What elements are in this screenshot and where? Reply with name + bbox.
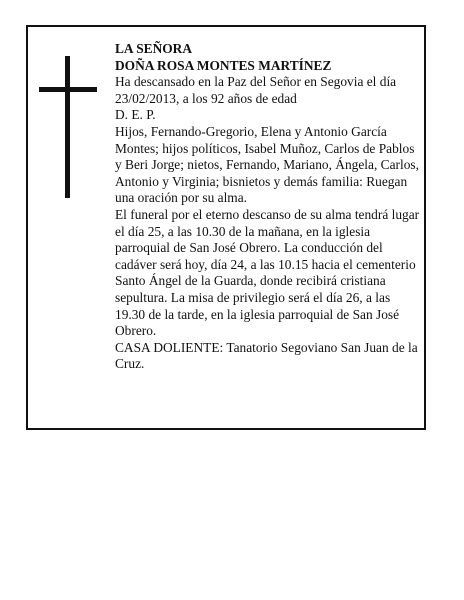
death-statement: Ha descansado en la Paz del Señor en Segovia el día 23/02/2013, a los 92 años de edad <box>115 74 397 106</box>
deceased-name: DOÑA ROSA MONTES MARTÍNEZ <box>115 57 332 73</box>
casa-doliente: CASA DOLIENTE: Tanatorio Segoviano San Juan de la Cruz. <box>115 339 418 372</box>
cross-horizontal-bar <box>39 87 97 92</box>
cross-icon <box>39 56 97 198</box>
funeral-paragraph: El funeral por el eterno descanso de su alma tendrá lugar el día 25, a las 10.30 de la mañana, en la iglesia parroquial de San José Obrero. La conducción del cadáver será hoy, día 24, a las 10.15 hacia el cementerio Santo Ángel de la Guarda, donde recibirá cristiana sepultura. La misa de privilegio será el día 26, a las 19.30 de la tarde, en la iglesia parroquial de San José Obrero. <box>115 206 420 339</box>
notice-heading: LA SEÑORA <box>115 41 193 56</box>
notice-text <box>115 41 421 373</box>
family-paragraph: Hijos, Fernando-Gregorio, Elena y Antonio García Montes; hijos políticos, Isabel Muñoz, Carlos de Pablos y Beri Jorge; nietos, Fernando, Mariano, Ángela, Carlos, Antonio y Virginia; bisnietos y demás familia: Ruegan una oración por su alma. <box>115 123 419 206</box>
dep-line: D. E. P. <box>115 107 156 123</box>
cross-vertical-bar <box>65 56 70 198</box>
obituary-notice <box>26 25 426 430</box>
